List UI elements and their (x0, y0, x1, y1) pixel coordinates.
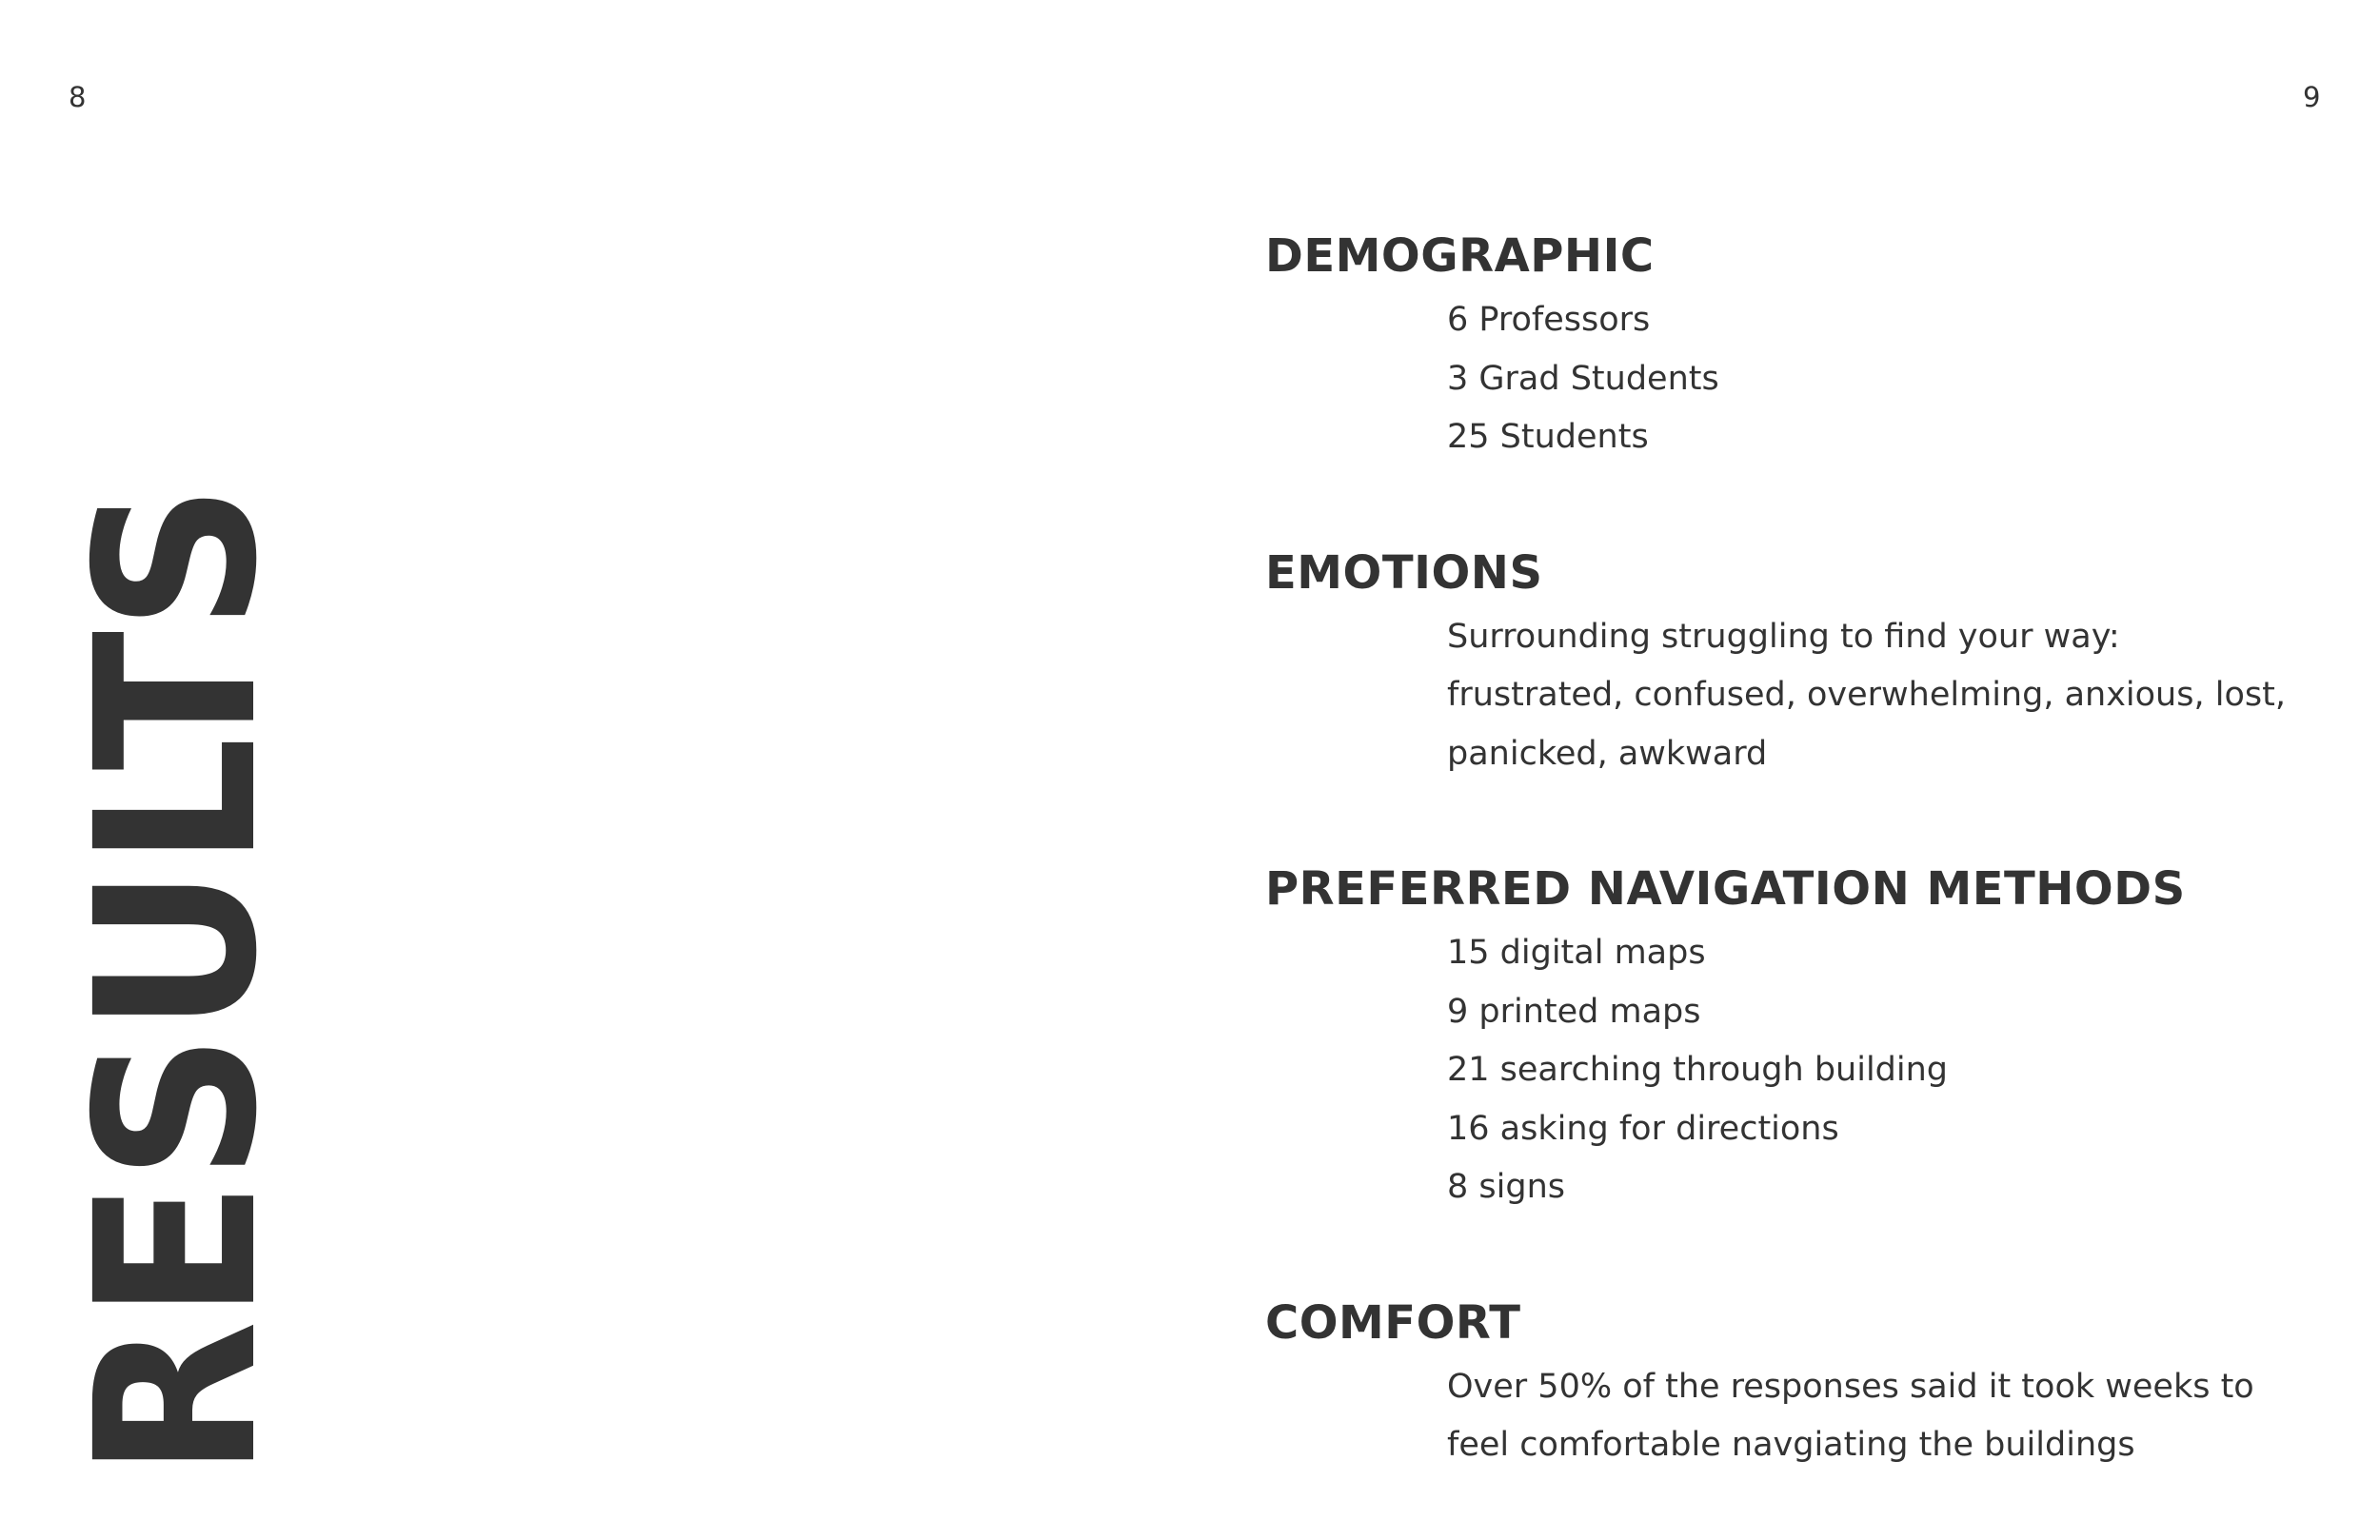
list-item: feel comfortable navgiating the buildings (1447, 1426, 2135, 1464)
rotated-title-graphic (49, 405, 306, 1478)
results-content (1265, 227, 2312, 1475)
emotions-list (1265, 608, 2312, 784)
section-demographic (1265, 227, 2312, 467)
list-item: 16 asking for directions (1447, 1109, 1839, 1148)
section-heading: PREFERRED NAVIGATION METHODS (1265, 862, 2186, 916)
comfort-list (1265, 1358, 2312, 1475)
section-navigation-methods (1265, 859, 2312, 1217)
section-heading: COMFORT (1265, 1295, 1521, 1350)
list-item: 3 Grad Students (1447, 359, 1719, 398)
navigation-methods-list (1265, 924, 2312, 1217)
section-comfort (1265, 1293, 2312, 1475)
demographic-list (1265, 291, 2312, 467)
title-text: RESULTS (49, 405, 306, 1478)
list-item: Over 50% of the responses said it took weeks to (1447, 1367, 2254, 1406)
list-item: 9 printed maps (1447, 992, 1701, 1031)
list-item: 15 digital maps (1447, 934, 1706, 972)
section-heading: DEMOGRAPHIC (1265, 229, 1655, 283)
page-number-right: 9 (2303, 81, 2321, 113)
section-heading: EMOTIONS (1265, 545, 1543, 600)
list-item: 25 Students (1447, 418, 1649, 456)
list-item: 6 Professors (1447, 301, 1651, 339)
list-item: frustrated, confused, overwhelming, anxious, lost, (1447, 676, 2286, 714)
section-emotions (1265, 543, 2312, 784)
list-item: Surrounding struggling to find your way: (1447, 617, 2120, 656)
page-number-left: 8 (69, 81, 87, 113)
page-title (49, 405, 306, 1478)
list-item: panicked, awkward (1447, 734, 1768, 773)
list-item: 21 searching through building (1447, 1051, 1949, 1089)
list-item: 8 signs (1447, 1168, 1565, 1206)
